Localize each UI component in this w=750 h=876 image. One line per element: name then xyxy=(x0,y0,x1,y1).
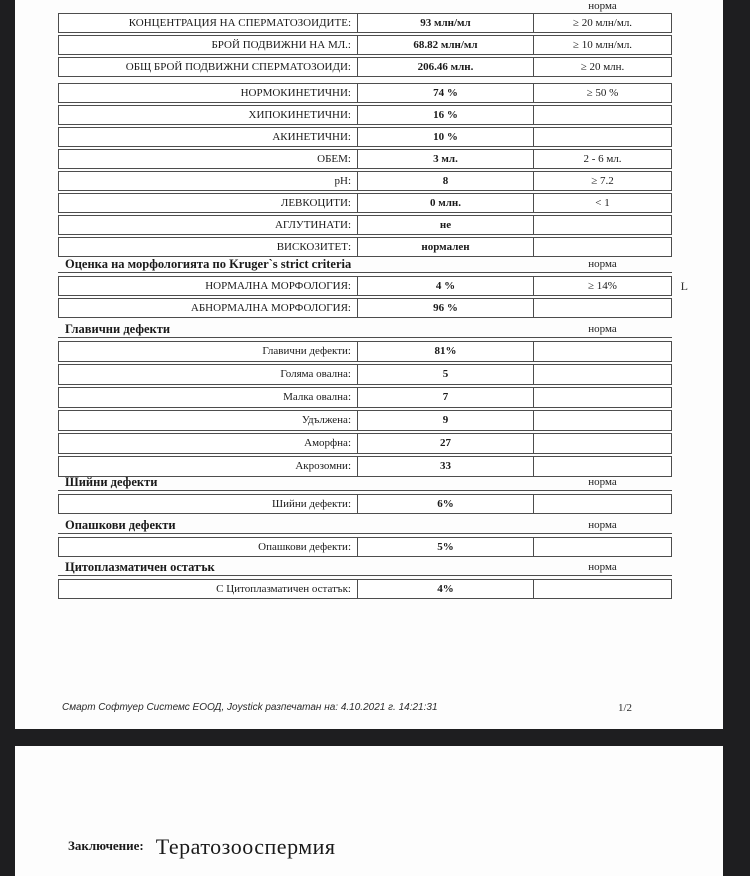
row-value: 27 xyxy=(358,434,534,453)
row-label: АКИНЕТИЧНИ: xyxy=(59,128,358,146)
section-title: Опашкови дефекти xyxy=(65,518,176,532)
row-label: Голяма овална: xyxy=(59,365,358,384)
row-label: Шийни дефекти: xyxy=(59,495,358,513)
row-value: 10 % xyxy=(358,128,534,146)
row-norm xyxy=(534,299,671,317)
row-norm: ≥ 20 млн/мл. xyxy=(572,17,633,29)
row-label: БРОЙ ПОДВИЖНИ НА МЛ.: xyxy=(59,36,358,54)
section-head-defects xyxy=(58,322,672,479)
row-value: 7 xyxy=(358,388,534,407)
table-row xyxy=(58,579,672,599)
section-title: Цитоплазматичен остатък xyxy=(65,560,215,574)
section-header xyxy=(58,518,672,534)
row-value: 96 % xyxy=(358,299,534,317)
row-label: ВИСКОЗИТЕТ: xyxy=(59,238,358,256)
row-norm xyxy=(534,106,671,124)
row-label: С Цитоплазматичен остатък: xyxy=(59,580,358,598)
section-header xyxy=(58,257,672,273)
row-norm xyxy=(534,495,671,513)
section-norm-label: норма xyxy=(588,258,617,270)
section-cytoplasmic-residue xyxy=(58,560,672,601)
row-value: 68.82 млн/мл xyxy=(358,36,534,54)
section-kruger-morphology xyxy=(58,257,688,320)
row-norm: ≥ 10 млн/мл. xyxy=(572,39,633,51)
row-value: 3 мл. xyxy=(358,150,534,168)
table-row xyxy=(58,149,672,169)
section-title: Шийни дефекти xyxy=(65,475,158,489)
section-tail-defects xyxy=(58,518,672,559)
row-value: 4 % xyxy=(358,277,534,295)
table-row xyxy=(58,127,672,147)
row-norm xyxy=(534,342,671,361)
row-norm: ≥ 50 % xyxy=(586,87,619,99)
row-label: Опашкови дефекти: xyxy=(59,538,358,556)
side-note-marker: L xyxy=(680,279,688,293)
row-value: 93 млн/мл xyxy=(358,14,534,32)
table-row xyxy=(58,83,672,103)
row-label: НОРМОКИНЕТИЧНИ: xyxy=(59,84,358,102)
row-norm xyxy=(534,411,671,430)
conclusion-line xyxy=(68,834,336,860)
row-value: 16 % xyxy=(358,106,534,124)
table-row xyxy=(58,537,672,557)
row-label: Акрозомни: xyxy=(59,457,358,476)
row-norm xyxy=(534,457,671,476)
row-label: НОРМАЛНА МОРФОЛОГИЯ: xyxy=(59,277,358,295)
table-row xyxy=(58,105,672,125)
row-norm xyxy=(534,580,671,598)
table-row xyxy=(58,494,672,514)
table-row xyxy=(58,433,672,454)
row-norm: < 1 xyxy=(595,197,610,209)
row-label: АБНОРМАЛНА МОРФОЛОГИЯ: xyxy=(59,299,358,317)
page-footer xyxy=(15,700,723,716)
table-row xyxy=(58,341,672,362)
section-header xyxy=(58,560,672,576)
section-neck-defects xyxy=(58,475,672,516)
section-norm-label: норма xyxy=(588,323,617,335)
row-value: 33 xyxy=(358,457,534,476)
row-value: 0 млн. xyxy=(358,194,534,212)
document-page-2 xyxy=(15,746,723,876)
semen-analysis-table xyxy=(58,13,672,259)
table-row xyxy=(58,171,672,191)
row-norm: 2 - 6 мл. xyxy=(583,153,622,165)
row-value: 5 xyxy=(358,365,534,384)
row-label: ОБЩ БРОЙ ПОДВИЖНИ СПЕРМАТОЗОИДИ: xyxy=(59,58,358,76)
row-norm xyxy=(534,388,671,407)
document-page-1 xyxy=(15,0,723,729)
row-value: 6% xyxy=(358,495,534,513)
row-label: Главични дефекти: xyxy=(59,342,358,361)
row-norm: ≥ 20 млн. xyxy=(580,61,625,73)
norm-column-header: норма xyxy=(588,0,617,12)
section-norm-label: норма xyxy=(588,519,617,531)
table-row xyxy=(58,35,672,55)
table-row xyxy=(58,364,672,385)
conclusion-label: Заключение: xyxy=(68,838,144,853)
conclusion-value: Тератозооспермия xyxy=(155,834,336,859)
row-label: ЛЕВКОЦИТИ: xyxy=(59,194,358,212)
section-header xyxy=(58,475,672,491)
section-norm-label: норма xyxy=(588,561,617,573)
row-label: Аморфна: xyxy=(59,434,358,453)
table-row xyxy=(58,387,672,408)
row-value: 81% xyxy=(358,342,534,361)
row-label: КОНЦЕНТРАЦИЯ НА СПЕРМАТОЗОИДИТЕ: xyxy=(59,14,358,32)
table-row xyxy=(58,456,672,477)
row-norm: ≥ 7.2 xyxy=(591,175,614,187)
row-norm xyxy=(534,434,671,453)
row-label: Удължена: xyxy=(59,411,358,430)
row-norm xyxy=(534,238,671,256)
footer-print-info: Смарт Софтуер Системс ЕООД, Joystick разпечатан на: 4.10.2021 г. 14:21:31 xyxy=(62,702,438,713)
row-label: Малка овална: xyxy=(59,388,358,407)
row-norm xyxy=(534,216,671,234)
row-value: 206.46 млн. xyxy=(358,58,534,76)
row-label: ОБЕМ: xyxy=(59,150,358,168)
row-norm: ≥ 14% xyxy=(588,280,617,292)
table-row xyxy=(58,13,672,33)
table-row xyxy=(58,276,688,296)
row-norm xyxy=(534,538,671,556)
row-value: 8 xyxy=(358,172,534,190)
row-label: pH: xyxy=(59,172,358,190)
row-value: не xyxy=(358,216,534,234)
table-row xyxy=(58,193,672,213)
section-title: Оценка на морфологията по Kruger`s strict criteria xyxy=(65,257,352,271)
table-row xyxy=(58,237,672,257)
section-norm-label: норма xyxy=(588,476,617,488)
row-value: 74 % xyxy=(358,84,534,102)
row-norm xyxy=(534,365,671,384)
section-header xyxy=(58,322,672,338)
row-norm xyxy=(534,128,671,146)
row-value: нормален xyxy=(358,238,534,256)
row-label: ХИПОКИНЕТИЧНИ: xyxy=(59,106,358,124)
table-row xyxy=(58,298,672,318)
footer-page-number: 1/2 xyxy=(617,702,633,714)
row-label: АГЛУТИНАТИ: xyxy=(59,216,358,234)
section-title: Главични дефекти xyxy=(65,322,171,336)
table-row xyxy=(58,215,672,235)
table-row xyxy=(58,410,672,431)
table-row xyxy=(58,57,672,77)
row-value: 5% xyxy=(358,538,534,556)
row-value: 9 xyxy=(358,411,534,430)
row-value: 4% xyxy=(358,580,534,598)
